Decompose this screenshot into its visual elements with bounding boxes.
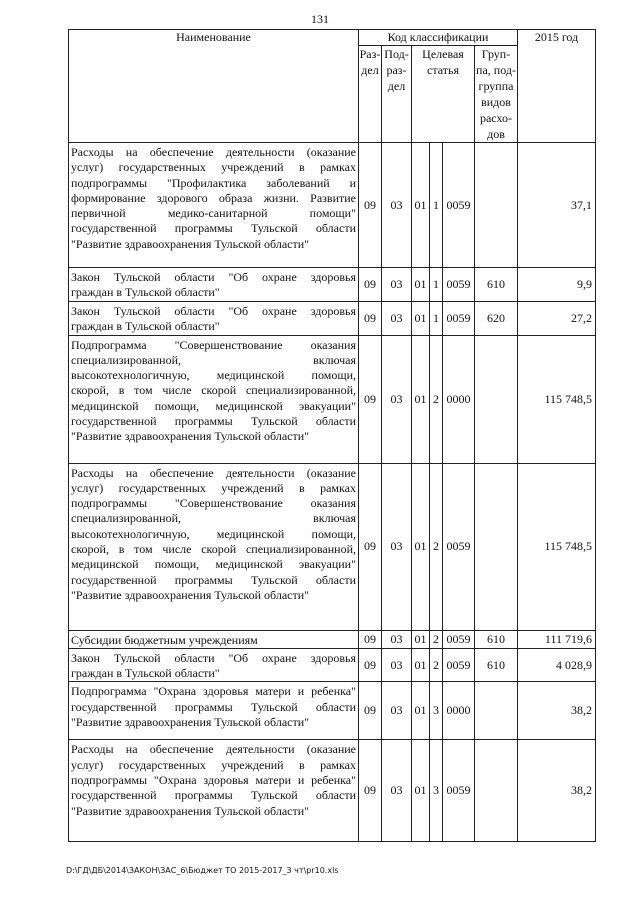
- row-target-program: 01: [412, 268, 430, 302]
- row-name-line: услуг) государственных учреждений в рамках: [71, 480, 356, 495]
- row-name: [69, 630, 359, 648]
- row-name-line: медицинской помощи, медицинской эвакуации": [71, 398, 356, 413]
- row-name-line: услуг) государственных учреждений в рамках: [71, 757, 356, 772]
- row-expense-group: 620: [475, 302, 518, 336]
- row-target-subprogram: 1: [430, 302, 443, 336]
- row-expense-group: 610: [475, 268, 518, 302]
- row-target-direction: 0059: [443, 143, 475, 268]
- row-amount: 37,1: [518, 143, 596, 268]
- row-name: [69, 648, 359, 682]
- table-row: [69, 648, 596, 682]
- row-name-line: скорой, в том числе скорой специализированной,: [71, 542, 356, 557]
- row-target-subprogram: 3: [430, 740, 443, 842]
- row-razdel: 09: [359, 268, 382, 302]
- row-expense-group: [475, 335, 518, 463]
- row-name-line: Расходы на обеспечение деятельности (оказание: [71, 742, 356, 757]
- row-amount: 111 719,6: [518, 630, 596, 648]
- row-name: [69, 682, 359, 740]
- budget-table: [68, 29, 596, 842]
- row-name-line: "Развитие здравоохранения Тульской области": [71, 236, 310, 251]
- row-name-line: формирование здорового образа жизни. Развитие: [71, 190, 356, 205]
- row-name-line: Субсидии бюджетным учреждениям: [71, 632, 258, 647]
- row-name-line: "Развитие здравоохранения Тульской области": [71, 587, 310, 602]
- row-name-line: первичной медико-санитарной помощи": [71, 206, 356, 221]
- row-name-line: государственной программы Тульской области: [71, 414, 356, 429]
- row-target-direction: 0059: [443, 463, 475, 630]
- page-number: 131: [311, 12, 329, 26]
- row-expense-group: 610: [475, 648, 518, 682]
- row-razdel: 09: [359, 463, 382, 630]
- row-name: [69, 268, 359, 302]
- row-name-line: специализированной, включая: [71, 511, 356, 526]
- row-razdel: 09: [359, 740, 382, 842]
- row-target-program: 01: [412, 143, 430, 268]
- row-name-line: государственной программы Тульской области: [71, 788, 356, 803]
- row-target-program: 01: [412, 648, 430, 682]
- row-target-program: 01: [412, 740, 430, 842]
- row-razdel: 09: [359, 302, 382, 336]
- row-target-program: 01: [412, 463, 430, 630]
- table-row: [69, 335, 596, 463]
- row-target-program: 01: [412, 682, 430, 740]
- row-target-subprogram: 1: [430, 143, 443, 268]
- row-name-line: "Развитие здравоохранения Тульской области": [71, 803, 310, 818]
- table-row: [69, 302, 596, 336]
- row-name-line: "Развитие здравоохранения Тульской области": [71, 429, 310, 444]
- row-name: [69, 463, 359, 630]
- row-name-line: Закон Тульской области "Об охране здоровья: [71, 304, 356, 318]
- row-target-subprogram: 2: [430, 630, 443, 648]
- row-expense-group: [475, 143, 518, 268]
- row-razdel: 09: [359, 648, 382, 682]
- row-podrazdel: 03: [382, 335, 412, 463]
- row-expense-group: [475, 740, 518, 842]
- row-target-subprogram: 1: [430, 268, 443, 302]
- row-podrazdel: 03: [382, 740, 412, 842]
- row-podrazdel: 03: [382, 630, 412, 648]
- row-name: [69, 302, 359, 336]
- row-expense-group: 610: [475, 630, 518, 648]
- row-podrazdel: 03: [382, 302, 412, 336]
- row-amount: 38,2: [518, 682, 596, 740]
- row-target-direction: 0000: [443, 682, 475, 740]
- row-podrazdel: 03: [382, 143, 412, 268]
- header-podrazdel: Под-раз-дел: [382, 46, 412, 143]
- row-name-line: скорой, в том числе скорой специализированной,: [71, 383, 356, 398]
- header-razdel: Раз-дел: [359, 46, 382, 143]
- row-name-line: специализированной, включая: [71, 352, 356, 367]
- row-target-direction: 0059: [443, 630, 475, 648]
- row-target-subprogram: 3: [430, 682, 443, 740]
- row-target-direction: 0059: [443, 268, 475, 302]
- row-target-direction: 0059: [443, 302, 475, 336]
- header-group: Груп-па, под-группа видов расхо-дов: [476, 47, 516, 141]
- row-name-line: граждан в Тульской области": [71, 285, 220, 300]
- row-razdel: 09: [359, 143, 382, 268]
- row-name-line: Расходы на обеспечение деятельности (оказание: [71, 145, 356, 159]
- row-name-line: медицинской помощи, медицинской эвакуации": [71, 557, 356, 572]
- row-podrazdel: 03: [382, 648, 412, 682]
- header-classification: Код классификации: [359, 30, 518, 46]
- row-razdel: 09: [359, 630, 382, 648]
- row-name-line: Закон Тульской области "Об охране здоровья: [71, 650, 356, 665]
- row-name-line: услуг) государственных учреждений в рамках: [71, 160, 356, 175]
- row-expense-group: [475, 463, 518, 630]
- header-name: Наименование: [69, 30, 359, 143]
- header-year: 2015 год: [518, 30, 596, 143]
- row-amount: 115 748,5: [518, 335, 596, 463]
- row-target-subprogram: 2: [430, 335, 443, 463]
- table-row: [69, 682, 596, 740]
- row-expense-group: [475, 682, 518, 740]
- row-target-direction: 0000: [443, 335, 475, 463]
- row-name-line: граждан в Тульской области": [71, 319, 220, 334]
- row-name-line: государственной программы Тульской области: [71, 699, 356, 714]
- row-name-line: высокотехнологичную, медицинской помощи,: [71, 368, 356, 383]
- row-name-line: Закон Тульской области "Об охране здоровья: [71, 270, 356, 284]
- row-razdel: 09: [359, 682, 382, 740]
- row-name-line: "Развитие здравоохранения Тульской области": [71, 715, 310, 730]
- table-row: [69, 740, 596, 842]
- row-name-line: высокотехнологичную, медицинской помощи,: [71, 526, 356, 541]
- file-path-footer: D:\ГД\ДБ\2014\ЗАКОН\ЗАС_6\Бюджет ТО 2015-2017_3 чт\pr10.xls: [66, 866, 339, 875]
- row-name: [69, 143, 359, 268]
- row-podrazdel: 03: [382, 268, 412, 302]
- row-name-line: государственной программы Тульской области: [71, 572, 356, 587]
- table-body: [69, 143, 596, 842]
- row-podrazdel: 03: [382, 682, 412, 740]
- row-name-line: подпрограммы "Совершенствование оказания: [71, 496, 356, 511]
- row-name-line: государственной программы Тульской области: [71, 221, 356, 236]
- row-name-line: подпрограммы "Профилактика заболеваний и: [71, 175, 356, 190]
- row-target-direction: 0059: [443, 740, 475, 842]
- row-target-program: 01: [412, 302, 430, 336]
- row-amount: 4 028,9: [518, 648, 596, 682]
- row-name-line: Подпрограмма "Охрана здоровья матери и ребенка": [71, 684, 356, 699]
- table-row: [69, 463, 596, 630]
- row-target-program: 01: [412, 630, 430, 648]
- row-target-subprogram: 2: [430, 648, 443, 682]
- row-razdel: 09: [359, 335, 382, 463]
- row-target-direction: 0059: [443, 648, 475, 682]
- table-row: [69, 143, 596, 268]
- row-name-line: Расходы на обеспечение деятельности (оказание: [71, 465, 356, 480]
- table-row: [69, 630, 596, 648]
- row-name-line: Подпрограмма "Совершенствование оказания: [71, 337, 356, 352]
- row-podrazdel: 03: [382, 463, 412, 630]
- row-target-subprogram: 2: [430, 463, 443, 630]
- row-amount: 38,2: [518, 740, 596, 842]
- row-amount: 9,9: [518, 268, 596, 302]
- row-name: [69, 740, 359, 842]
- header-target: Целевая статья: [412, 46, 475, 143]
- row-target-program: 01: [412, 335, 430, 463]
- row-amount: 27,2: [518, 302, 596, 336]
- row-name-line: граждан в Тульской области": [71, 666, 220, 681]
- row-name-line: подпрограммы "Охрана здоровья матери и ребенка": [71, 773, 356, 788]
- row-amount: 115 748,5: [518, 463, 596, 630]
- row-name: [69, 335, 359, 463]
- table-row: [69, 268, 596, 302]
